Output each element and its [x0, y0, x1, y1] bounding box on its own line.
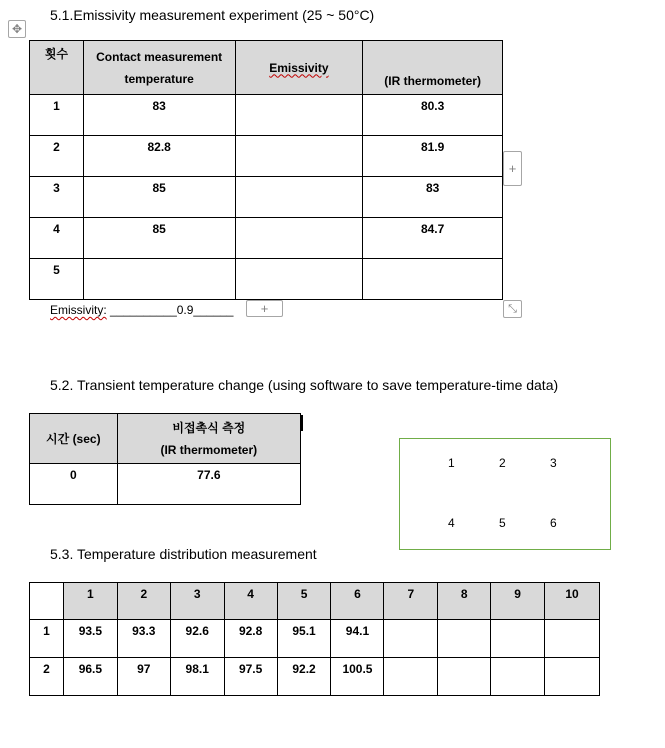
temp-cell[interactable] — [384, 658, 438, 696]
ir-temp-cell[interactable]: 81.9 — [363, 136, 503, 177]
contact-temp-cell[interactable]: 82.8 — [83, 136, 235, 177]
temp-cell[interactable]: 93.3 — [117, 620, 170, 658]
table-row — [30, 177, 503, 218]
column-header: 4 — [224, 583, 277, 620]
table-row — [30, 259, 503, 300]
header-count: 횟수 — [30, 41, 84, 95]
temp-cell[interactable]: 92.2 — [277, 658, 331, 696]
add-row-button[interactable]: + — [246, 300, 283, 317]
row-label: 1 — [30, 620, 64, 658]
temp-cell[interactable]: 96.5 — [63, 658, 117, 696]
row-label: 2 — [30, 658, 64, 696]
temp-cell[interactable]: 97.5 — [224, 658, 277, 696]
transient-temperature-table — [29, 413, 301, 505]
temp-cell[interactable] — [545, 620, 600, 658]
temp-cell[interactable]: 92.6 — [170, 620, 224, 658]
emissivity-value: __________0.9______ — [110, 303, 234, 317]
corner-cell — [30, 583, 64, 620]
table-resize-handle[interactable]: ⤡ — [503, 300, 522, 318]
header-emissivity — [235, 41, 363, 95]
table-row — [30, 95, 503, 136]
row-number[interactable]: 2 — [30, 136, 84, 177]
column-header: 7 — [384, 583, 438, 620]
table-row — [30, 620, 600, 658]
temp-cell[interactable] — [491, 658, 545, 696]
header-emissivity-text: Emissivity — [269, 60, 329, 75]
emissivity-line — [50, 303, 233, 317]
grid-label-4: 4 — [448, 516, 455, 530]
emissivity-cell[interactable] — [235, 259, 363, 300]
temp-cell[interactable] — [491, 620, 545, 658]
section-5-2-heading: 5.2. Transient temperature change (using software to save temperature-time data) — [50, 377, 559, 393]
row-number[interactable]: 1 — [30, 95, 84, 136]
table-row — [30, 218, 503, 259]
text-cursor — [301, 415, 303, 431]
grid-label-6: 6 — [550, 516, 557, 530]
ir-temp-cell[interactable]: 80.3 — [363, 95, 503, 136]
column-header: 10 — [545, 583, 600, 620]
section-5-3-heading: 5.3. Temperature distribution measurement — [50, 546, 317, 562]
temp-cell[interactable]: 93.5 — [63, 620, 117, 658]
grid-label-5: 5 — [499, 516, 506, 530]
column-header: 8 — [438, 583, 491, 620]
emissivity-cell[interactable] — [235, 95, 363, 136]
header-time: 시간 (sec) — [30, 414, 118, 464]
header-non-contact — [117, 414, 300, 464]
column-header: 5 — [277, 583, 331, 620]
table-row — [30, 136, 503, 177]
grid-label-2: 2 — [499, 456, 506, 470]
emissivity-cell[interactable] — [235, 136, 363, 177]
table-move-handle[interactable]: ✥ — [8, 20, 26, 38]
header-non-contact-line1: 비접촉식 측정 — [172, 420, 246, 435]
ir-temp-cell[interactable]: 83 — [363, 177, 503, 218]
temp-cell[interactable]: 94.1 — [331, 620, 384, 658]
temp-cell[interactable]: 100.5 — [331, 658, 384, 696]
temp-cell[interactable]: 97 — [117, 658, 170, 696]
contact-temp-cell[interactable]: 85 — [83, 218, 235, 259]
column-header: 3 — [170, 583, 224, 620]
contact-temp-cell[interactable] — [83, 259, 235, 300]
column-header: 1 — [63, 583, 117, 620]
emissivity-table — [29, 40, 503, 300]
temp-cell[interactable]: 95.1 — [277, 620, 331, 658]
emissivity-cell[interactable] — [235, 177, 363, 218]
section-5-1-heading-text: 5.1.Emissivity measurement experiment (25 ~ 50°C) — [50, 7, 375, 23]
temperature-distribution-table — [29, 582, 600, 696]
ir-temp-cell[interactable]: 84.7 — [363, 218, 503, 259]
contact-temp-cell[interactable]: 83 — [83, 95, 235, 136]
ir-temp-cell[interactable]: 77.6 — [117, 464, 300, 505]
grid-label-1: 1 — [448, 456, 455, 470]
position-grid-box — [399, 438, 611, 550]
row-number[interactable]: 4 — [30, 218, 84, 259]
ir-temp-cell[interactable] — [363, 259, 503, 300]
row-number[interactable]: 3 — [30, 177, 84, 218]
header-contact-temperature — [83, 41, 235, 95]
temp-cell[interactable]: 98.1 — [170, 658, 224, 696]
table-row — [30, 464, 301, 505]
time-cell[interactable]: 0 — [30, 464, 118, 505]
header-ir-thermometer: (IR thermometer) — [363, 41, 503, 95]
table-row — [30, 658, 600, 696]
row-number[interactable]: 5 — [30, 259, 84, 300]
temp-cell[interactable] — [438, 658, 491, 696]
section-5-1-heading — [50, 7, 374, 23]
column-header: 6 — [331, 583, 384, 620]
emissivity-cell[interactable] — [235, 218, 363, 259]
temp-cell[interactable] — [438, 620, 491, 658]
header-contact-line1: Contact measurement — [96, 49, 223, 64]
contact-temp-cell[interactable]: 85 — [83, 177, 235, 218]
add-column-button[interactable]: + — [503, 151, 522, 186]
temp-cell[interactable]: 92.8 — [224, 620, 277, 658]
grid-label-3: 3 — [550, 456, 557, 470]
column-header: 2 — [117, 583, 170, 620]
temp-cell[interactable] — [545, 658, 600, 696]
emissivity-label: Emissivity: — [50, 303, 107, 317]
header-non-contact-line2: (IR thermometer) — [160, 442, 258, 457]
temp-cell[interactable] — [384, 620, 438, 658]
column-header: 9 — [491, 583, 545, 620]
header-contact-line2: temperature — [124, 71, 194, 86]
